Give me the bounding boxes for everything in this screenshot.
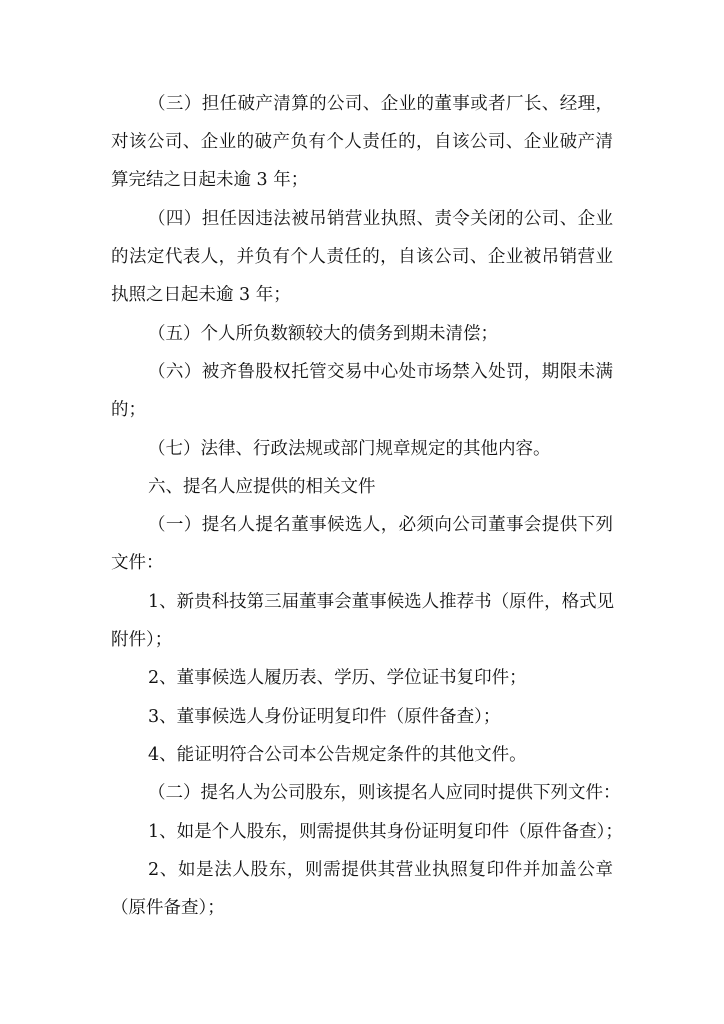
text-line: （七）法律、行政法规或部门规章规定的其他内容。 [148,439,551,459]
text-line: （五）个人所负数额较大的债务到期未清偿； [148,324,498,344]
text-line: 算完结之日起未逾 3 年； [111,170,309,190]
text-line: （六）被齐鲁股权托管交易中心处市场禁入处罚，期限未满 [148,362,613,382]
text-line: 文件： [111,553,164,573]
text-line: （一）提名人提名董事候选人，必须向公司董事会提供下列 [148,515,613,535]
text-line: 1、如是个人股东，则需提供其身份证明复印件（原件备查）； [148,822,623,842]
text-line: （原件备查）； [111,898,225,918]
text-line: 执照之日起未逾 3 年； [111,285,291,305]
text-line: 的法定代表人，并负有个人责任的，自该公司、企业被吊销营业 [111,247,613,267]
text-line: 1、新贵科技第三届董事会董事候选人推荐书（原件，格式见 [148,592,615,612]
text-line: （四）担任因违法被吊销营业执照、责令关闭的公司、企业 [148,209,613,229]
text-line: 附件）； [111,630,173,650]
text-line: （三）担任破产清算的公司、企业的董事或者厂长、经理， [148,94,613,114]
section-heading: 六、提名人应提供的相关文件 [148,477,376,497]
text-line: 2、如是法人股东，则需提供其营业执照复印件并加盖公章 [148,860,613,880]
text-line: 的； [111,400,146,420]
text-line: 4、能证明符合公司本公告规定条件的其他文件。 [148,745,527,765]
text-line: （二）提名人为公司股东，则该提名人应同时提供下列文件： [148,783,621,803]
text-line: 2、董事候选人履历表、学历、学位证书复印件； [148,668,527,688]
text-line: 3、董事候选人身份证明复印件（原件备查）； [148,707,501,727]
text-line: 对该公司、企业的破产负有个人责任的，自该公司、企业破产清 [111,132,613,152]
